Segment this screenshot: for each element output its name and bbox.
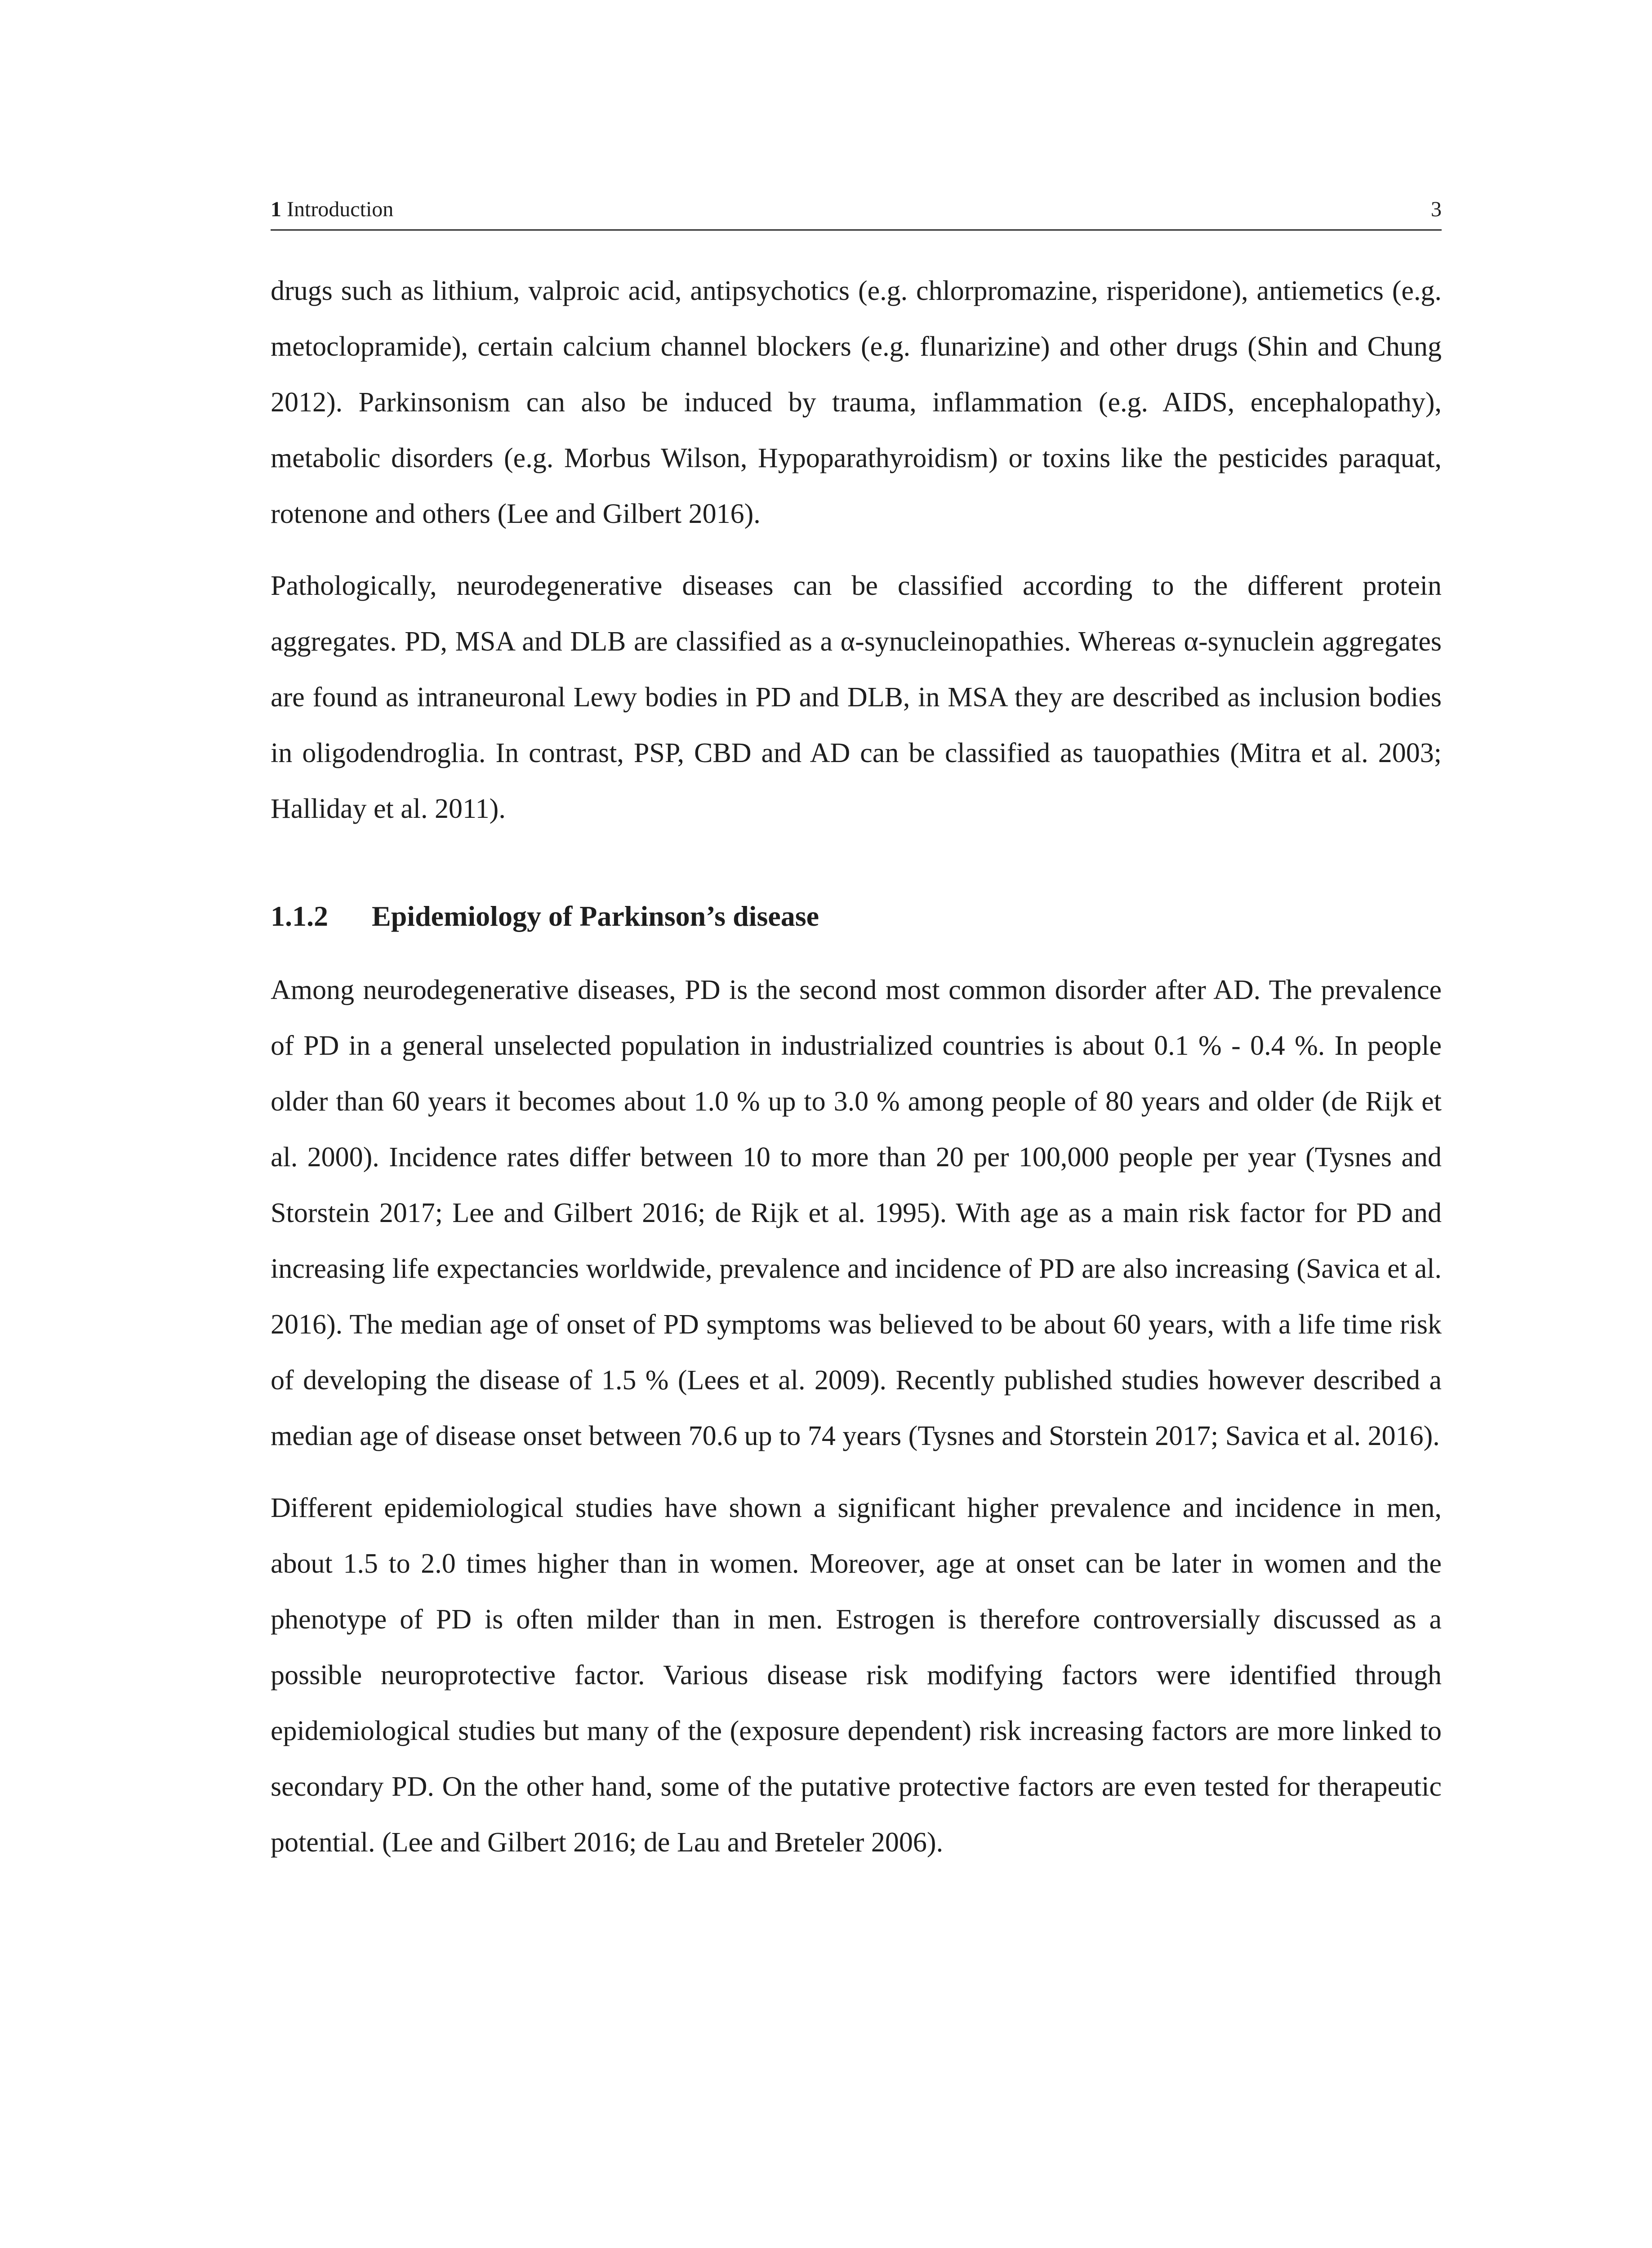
page-number: 3: [1431, 197, 1442, 221]
paragraph: drugs such as lithium, valproic acid, antipsychotics (e.g. chlorpromazine, risperidone), antiemetics (e.g. metoclopramide), certain calcium channel blockers (e.g. flunarizine) and other drugs (Shin and Chung 2012). Parkinsonism can also be induced by trauma, inflammation (e.g. AIDS, encephalopathy), metabolic disorders (e.g. Morbus Wilson, Hypoparathyroidism) or toxins like the pesticides paraquat, rotenone and others (Lee and Gilbert 2016).: [271, 276, 1442, 529]
section-number: 1.1.2: [271, 900, 328, 932]
chapter-title: [271, 197, 393, 222]
section-title: Epidemiology of Parkinson’s disease: [372, 900, 819, 932]
section-heading: [271, 888, 1442, 944]
body-text: [271, 263, 1442, 1887]
chapter-number: 1: [271, 197, 281, 221]
chapter-name: Introduction: [287, 197, 394, 221]
paragraph: Pathologically, neurodegenerative diseases can be classified according to the different protein aggregates. PD, MSA and DLB are classified as a α-synucleinopathies. Whereas α-synuclein aggregates are found as intraneuronal Lewy bodies in PD and DLB, in MSA they are described as inclusion bodies in oligodendroglia. In contrast, PSP, CBD and AD can be classified as tauopathies (Mitra et al. 2003; Halliday et al. 2011).: [271, 571, 1442, 824]
running-header: [271, 193, 1442, 231]
paragraph: Different epidemiological studies have shown a significant higher prevalence and incidence in men, about 1.5 to 2.0 times higher than in women. Moreover, age at onset can be later in women and the phenotype of PD is often milder than in men. Estrogen is therefore controversially discussed as a possible neuroprotective factor. Various disease risk modifying factors were identified through epidemiological studies but many of the (exposure dependent) risk increasing factors are more linked to secondary PD. On the other hand, some of the putative protective factors are even tested for therapeutic potential. (Lee and Gilbert 2016; de Lau and Breteler 2006).: [271, 1493, 1442, 1858]
paragraph: Among neurodegenerative diseases, PD is the second most common disorder after AD. The prevalence of PD in a general unselected population in industrialized countries is about 0.1 % - 0.4 %. In people older than 60 years it becomes about 1.0 % up to 3.0 % among people of 80 years and older (de Rijk et al. 2000). Incidence rates differ between 10 to more than 20 per 100,000 people per year (Tysnes and Storstein 2017; Lee and Gilbert 2016; de Rijk et al. 1995). With age as a main risk factor for PD and increasing life expectancies worldwide, prevalence and incidence of PD are also increasing (Savica et al. 2016). The median age of onset of PD symptoms was believed to be about 60 years, with a life time risk of developing the disease of 1.5 % (Lees et al. 2009). Recently published studies however described a median age of disease onset between 70.6 up to 74 years (Tysnes and Storstein 2017; Savica et al. 2016).: [271, 975, 1442, 1451]
